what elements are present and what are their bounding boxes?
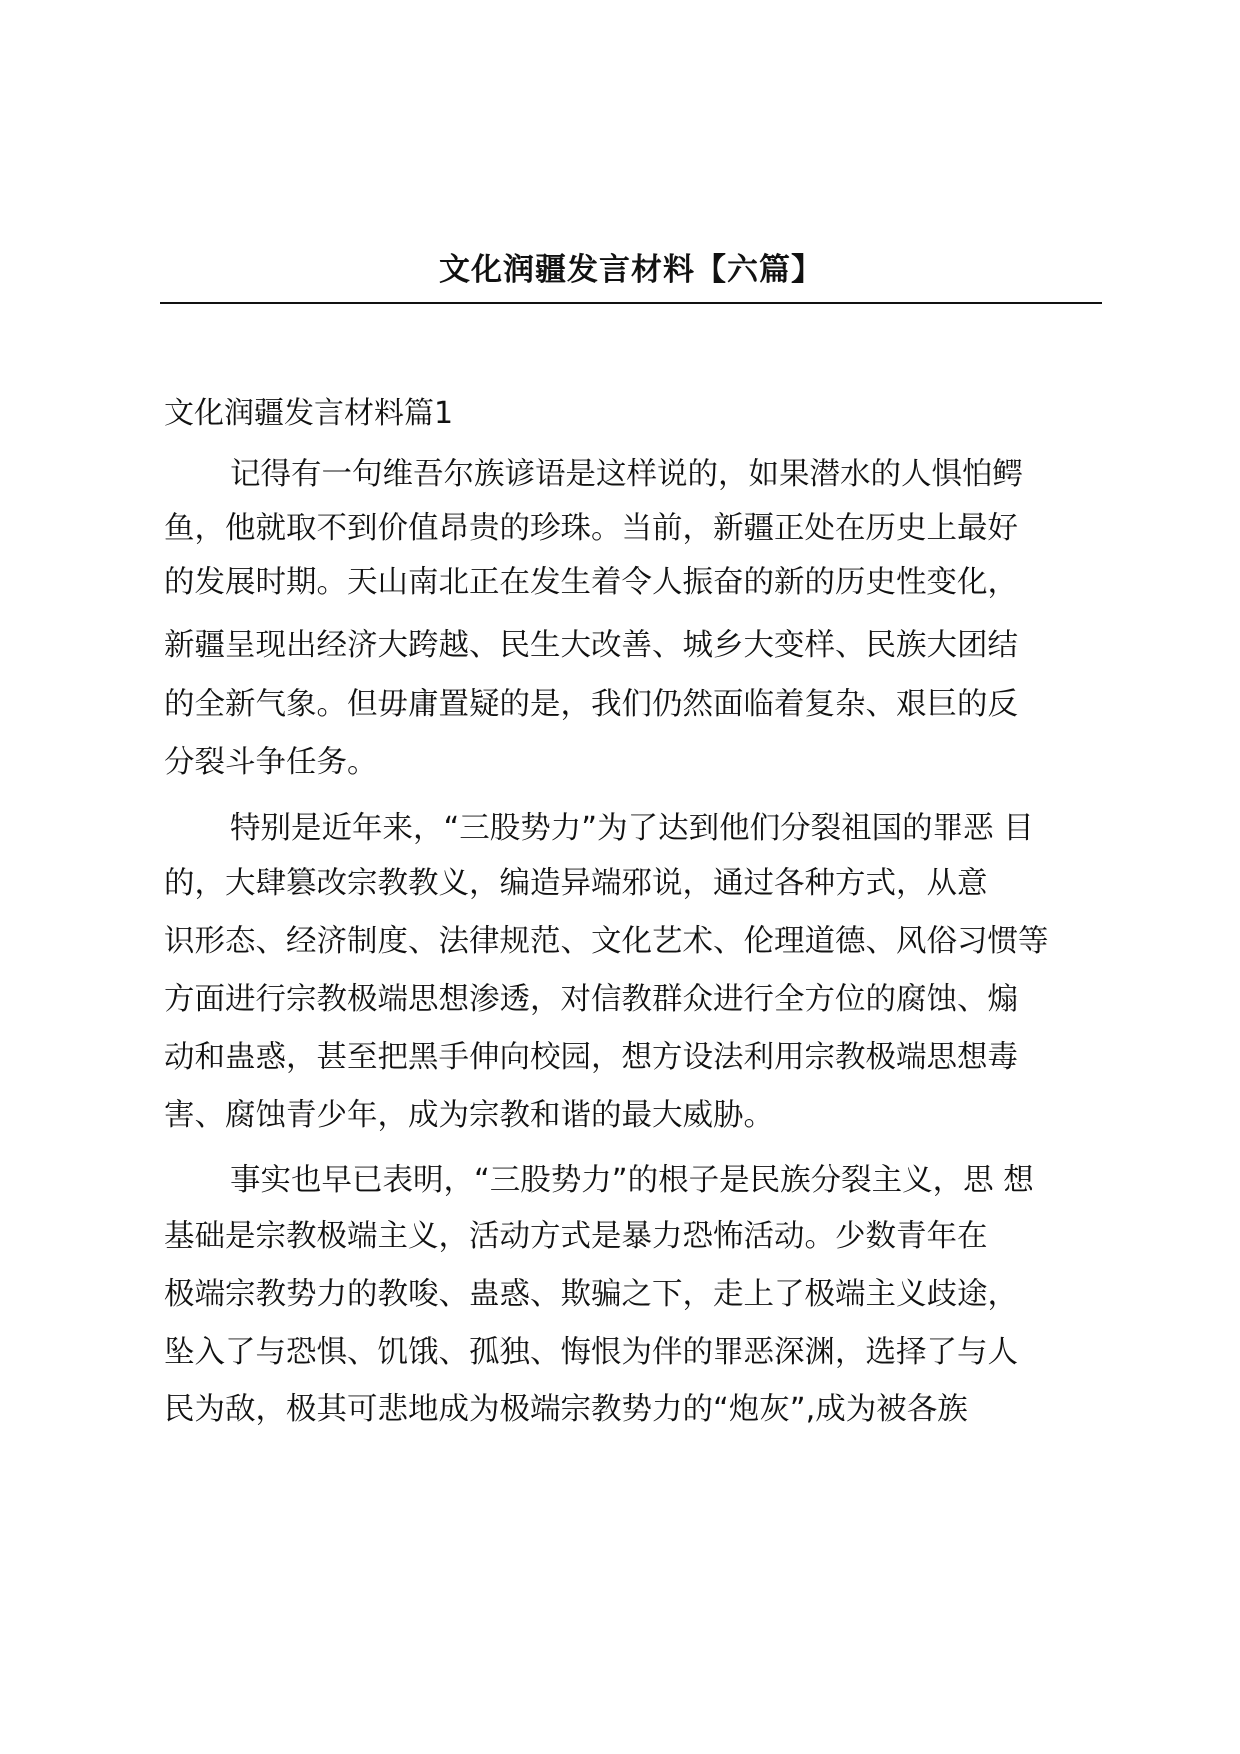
paragraph-1-line-6: 分裂斗争任务。 bbox=[164, 745, 378, 780]
paragraph-3-line-3: 极端宗教势力的教唆、蛊惑、欺骗之下，走上了极端主义歧途， bbox=[164, 1277, 1018, 1312]
paragraph-3-line-4: 坠入了与恐惧、饥饿、孤独、悔恨为伴的罪恶深渊，选择了与人 bbox=[164, 1335, 1018, 1370]
paragraph-1-line-4: 新疆呈现出经济大跨越、民生大改善、城乡大变样、民族大团结 bbox=[164, 628, 1018, 663]
paragraph-2-line-2: 的，大肆篡改宗教教义，编造异端邪说，通过各种方式，从意 bbox=[164, 866, 988, 901]
paragraph-3-line-1: 事实也早已表明，“三股势力”的根子是民族分裂主义，思 想 bbox=[230, 1163, 1034, 1198]
paragraph-2-line-3: 识形态、经济制度、法律规范、文化艺术、伦理道德、风俗习惯等 bbox=[164, 924, 1049, 959]
paragraph-2-line-6: 害、腐蚀青少年，成为宗教和谐的最大威胁。 bbox=[164, 1098, 774, 1133]
document-title: 文化润疆发言材料【六篇】 bbox=[439, 252, 823, 288]
paragraph-2-line-1: 特别是近年来，“三股势力”为了达到他们分裂祖国的罪恶 目 bbox=[230, 811, 1034, 846]
paragraph-3-line-2: 基础是宗教极端主义，活动方式是暴力恐怖活动。少数青年在 bbox=[164, 1219, 988, 1254]
paragraph-2-line-4: 方面进行宗教极端思想渗透，对信教群众进行全方位的腐蚀、煽 bbox=[164, 982, 1018, 1017]
paragraph-1-line-5: 的全新气象。但毋庸置疑的是，我们仍然面临着复杂、艰巨的反 bbox=[164, 687, 1018, 722]
section-heading: 文化润疆发言材料篇1 bbox=[164, 396, 454, 431]
paragraph-1-line-1: 记得有一句维吾尔族谚语是这样说的，如果潜水的人惧怕鳄 bbox=[230, 457, 1023, 492]
paragraph-3-line-5: 民为敌，极其可悲地成为极端宗教势力的“炮灰”,成为被各族 bbox=[164, 1392, 968, 1427]
paragraph-1-line-3: 的发展时期。天山南北正在发生着令人振奋的新的历史性变化， bbox=[164, 565, 1018, 600]
paragraph-2-line-5: 动和蛊惑，甚至把黑手伸向校园，想方设法利用宗教极端思想毒 bbox=[164, 1040, 1018, 1075]
title-underline bbox=[160, 302, 1102, 304]
paragraph-1-line-2: 鱼，他就取不到价值昂贵的珍珠。当前，新疆正处在历史上最好 bbox=[164, 511, 1018, 546]
